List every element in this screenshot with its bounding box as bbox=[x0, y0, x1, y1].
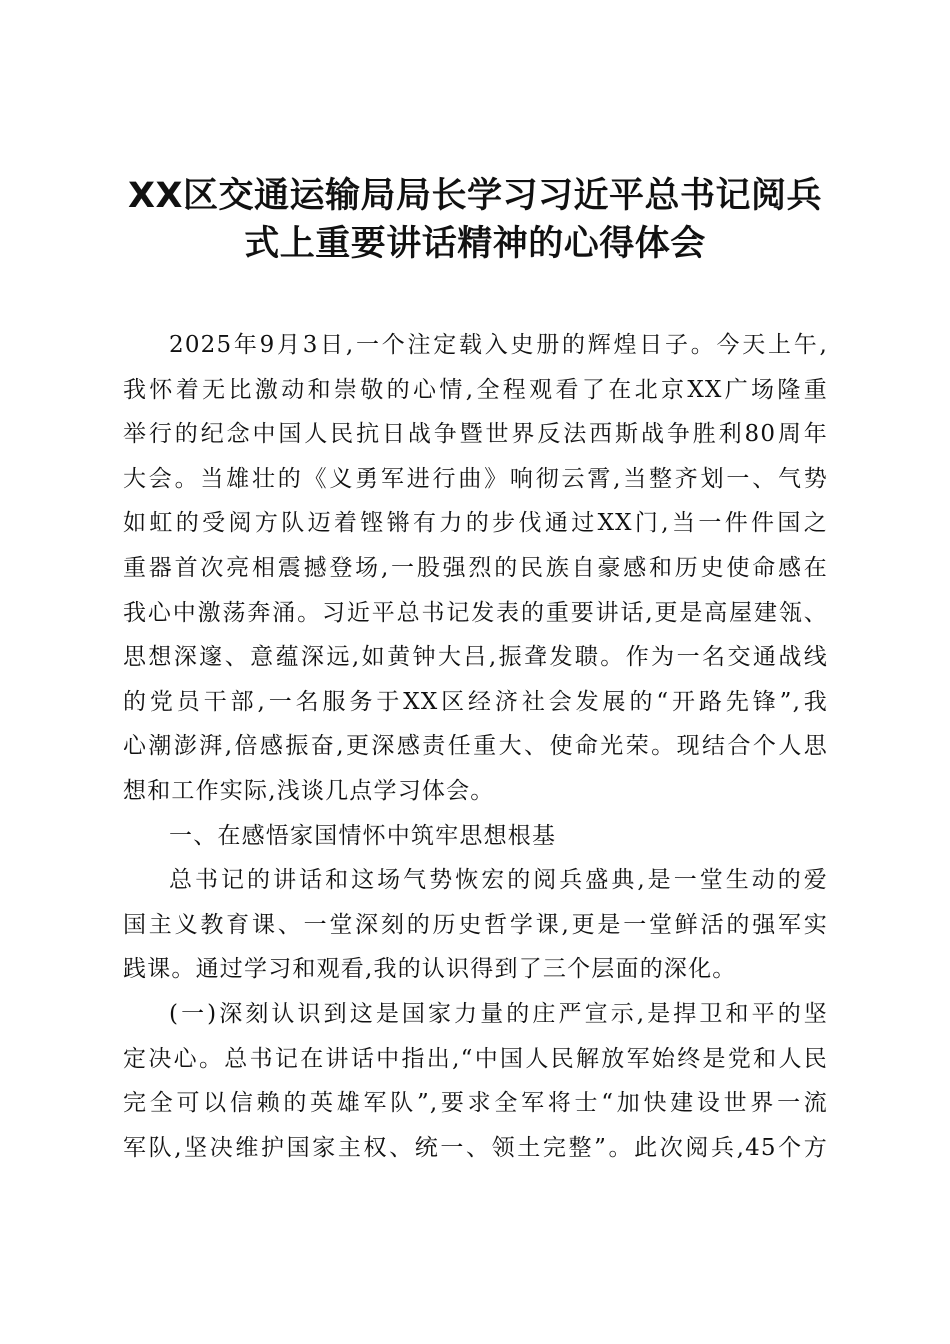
text-line: 举行的纪念中国人民抗日战争暨世界反法西斯战争胜利80周年 bbox=[123, 421, 828, 448]
text-line: 大会。当雄壮的《义勇军进行曲》响彻云霄,当整齐划一、气势 bbox=[123, 465, 828, 492]
paragraph-subsection-1 bbox=[123, 992, 828, 1170]
title-line: 式上重要讲话精神的心得体会 bbox=[244, 224, 706, 264]
document-title bbox=[110, 172, 840, 268]
text-line: 践课。通过学习和观看,我的认识得到了三个层面的深化。 bbox=[123, 956, 737, 983]
text-line: 2025年9月3日,一个注定载入史册的辉煌日子。今天上午, bbox=[169, 332, 828, 358]
text-line: 军队,坚决维护国家主权、统一、领土完整”。此次阅兵,45个方 bbox=[123, 1134, 828, 1161]
text-line: 定决心。总书记在讲话中指出,“中国人民解放军始终是党和人民 bbox=[123, 1045, 828, 1072]
text-line: 我怀着无比激动和崇敬的心情,全程观看了在北京XX广场隆重 bbox=[123, 376, 828, 403]
paragraph-section-1 bbox=[123, 858, 828, 992]
text-line: 我心中激荡奔涌。习近平总书记发表的重要讲话,更是高屋建瓴、 bbox=[123, 599, 828, 626]
text-line: 总书记的讲话和这场气势恢宏的阅兵盛典,是一堂生动的爱 bbox=[169, 867, 828, 894]
document-body bbox=[123, 323, 828, 1170]
text-line: 如虹的受阅方队迈着铿锵有力的步伐通过XX门,当一件件国之 bbox=[123, 510, 828, 537]
title-line: XX区交通运输局局长学习习近平总书记阅兵 bbox=[128, 176, 822, 216]
text-line: 思想深邃、意蕴深远,如黄钟大吕,振聋发聩。作为一名交通战线 bbox=[123, 644, 828, 671]
text-line: 国主义教育课、一堂深刻的历史哲学课,更是一堂鲜活的强军实 bbox=[123, 911, 828, 938]
paragraph-intro bbox=[123, 323, 828, 814]
text-line: 的党员干部,一名服务于XX区经济社会发展的“开路先锋”,我 bbox=[123, 688, 828, 715]
text-line: (一)深刻认识到这是国家力量的庄严宣示,是捍卫和平的坚 bbox=[169, 1000, 828, 1027]
text-line: 想和工作实际,浅谈几点学习体会。 bbox=[123, 777, 495, 804]
section-heading: 一、在感悟家国情怀中筑牢思想根基 bbox=[169, 822, 557, 849]
text-line: 心潮澎湃,倍感振奋,更深感责任重大、使命光荣。现结合个人思 bbox=[123, 733, 828, 760]
text-line: 重器首次亮相震撼登场,一股强烈的民族自豪感和历史使命感在 bbox=[123, 554, 828, 581]
text-line: 完全可以信赖的英雄军队”,要求全军将士“加快建设世界一流 bbox=[123, 1090, 828, 1117]
